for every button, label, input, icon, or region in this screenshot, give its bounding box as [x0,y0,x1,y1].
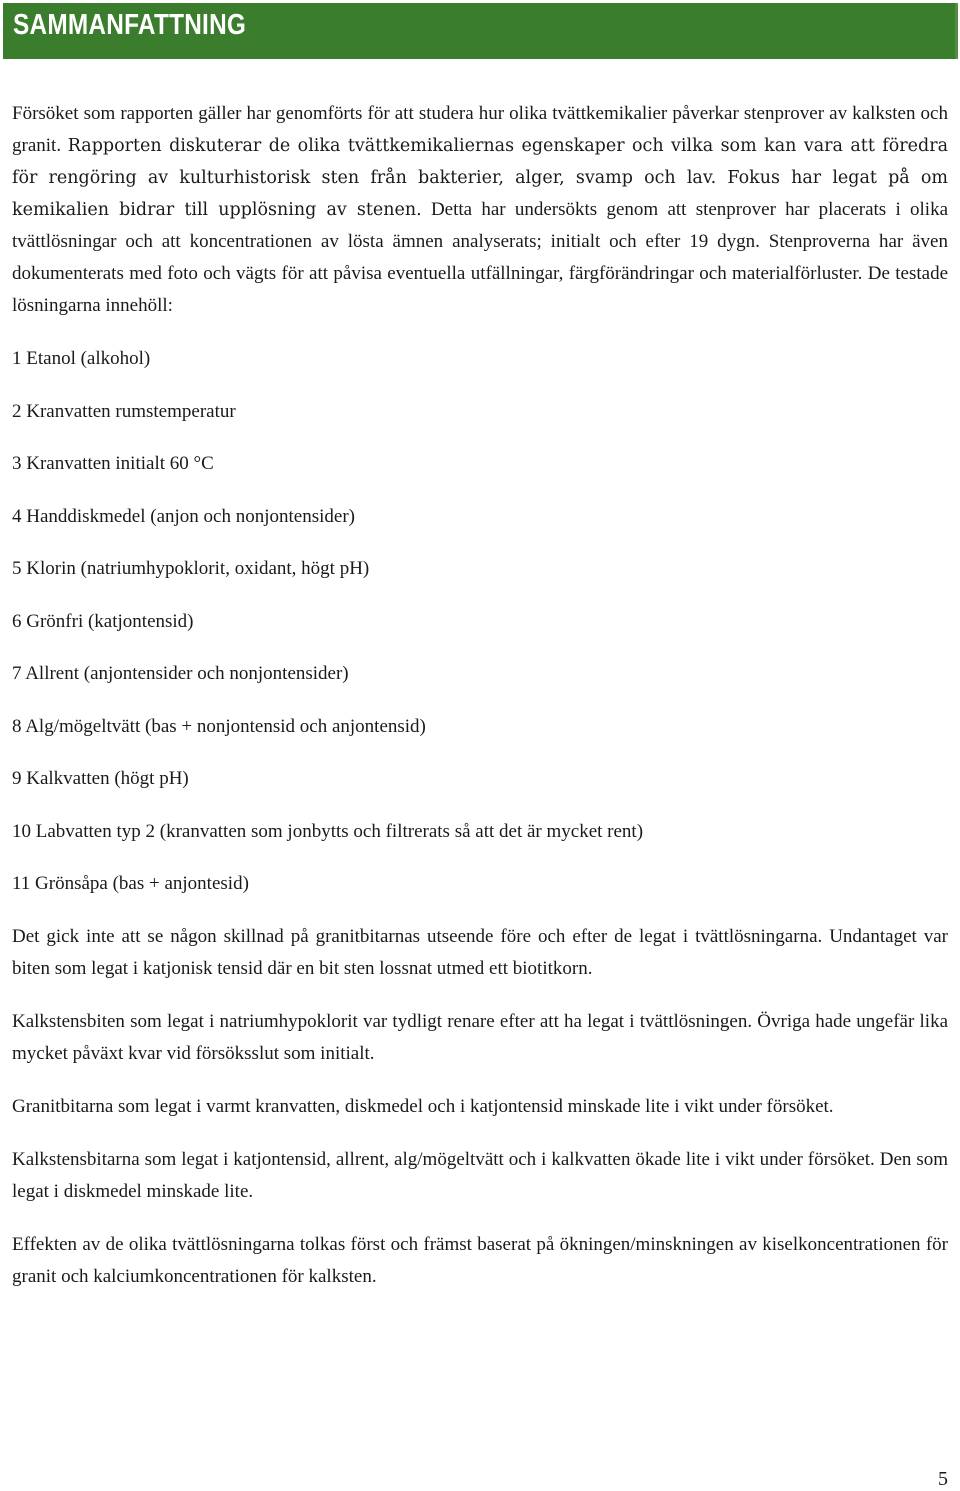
solution-item: 1 Etanol (alkohol) [12,348,151,369]
body-paragraph: Kalkstensbitarna som legat i katjontensid, allrent, alg/mögeltvätt och i kalkvatten ökade lite i vikt under försöket. Den som legat i diskmedel minskade lite. [12,1148,948,1202]
body-paragraph: Kalkstensbiten som legat i natriumhypoklorit var tydligt renare efter att ha legat i tvättlösningen. Övriga hade ungefär lika mycket påväxt kvar vid försöksslut som initialt. [12,1010,948,1064]
solution-item: 5 Klorin (natriumhypoklorit, oxidant, högt pH) [12,558,370,579]
solution-item: 6 Grönfri (katjontensid) [12,610,194,632]
solution-item: 4 Handdiskmedel (anjon och nonjontensider) [12,505,355,527]
intro-sentence-2: Rapporten diskuterar de olika tvättkemikaliernas egenskaper och vilka som kan vara att föredra för rengöring av kulturhistorisk sten från bakterier, alger, svamp och lav. Fokus har legat på om kemikalien bidrar till upplösning av stenen. [12,136,948,220]
intro-sentence-3: Detta har undersökts genom att stenprover har placerats i olika tvättlösningar och att koncentrationen av lösta ämnen analyserats; initialt och efter 19 dygn. Stenproverna har även dokumenterats med foto och vägts för att påvisa eventuella utfällningar, färgförändringar och materialförluster. De testade lösningarna innehöll: [12,199,948,316]
solution-item: 11 Grönsåpa (bas + anjontesid) [12,873,249,894]
solution-item: 7 Allrent (anjontensider och nonjontensider) [12,663,349,684]
solution-item: 10 Labvatten typ 2 (kranvatten som jonbytts och filtrerats så att det är mycket rent) [12,820,644,842]
section-title: SAMMANFATTNING [13,9,247,41]
solution-item: 2 Kranvatten rumstemperatur [12,400,236,422]
intro-sentence-1: Försöket som rapporten gäller har genomförts för att studera hur olika tvättkemikalier påverkar stenprover av kalksten och granit. [12,103,948,156]
section-header-bar [3,3,958,59]
document-body [12,98,948,1314]
body-paragraph: Effekten av de olika tvättlösningarna tolkas först och främst baserat på ökningen/minskningen av kiselkoncentrationen för granit och kalciumkoncentrationen för kalksten. [12,1233,948,1287]
solution-item: 9 Kalkvatten (högt pH) [12,768,189,789]
solution-item: 3 Kranvatten initialt 60 °C [12,453,214,474]
body-paragraph: Granitbitarna som legat i varmt kranvatten, diskmedel och i katjontensid minskade lite i vikt under försöket. [12,1095,834,1117]
body-paragraph: Det gick inte att se någon skillnad på granitbitarnas utseende före och efter de legat i tvättlösningarna. Undantaget var biten som legat i katjonisk tensid där en bit sten lossnat utmed ett biotitkorn. [12,925,948,979]
page-number: 5 [938,1468,948,1490]
solution-item: 8 Alg/mögeltvätt (bas + nonjontensid och anjontensid) [12,715,426,737]
intro-paragraph [12,98,948,322]
